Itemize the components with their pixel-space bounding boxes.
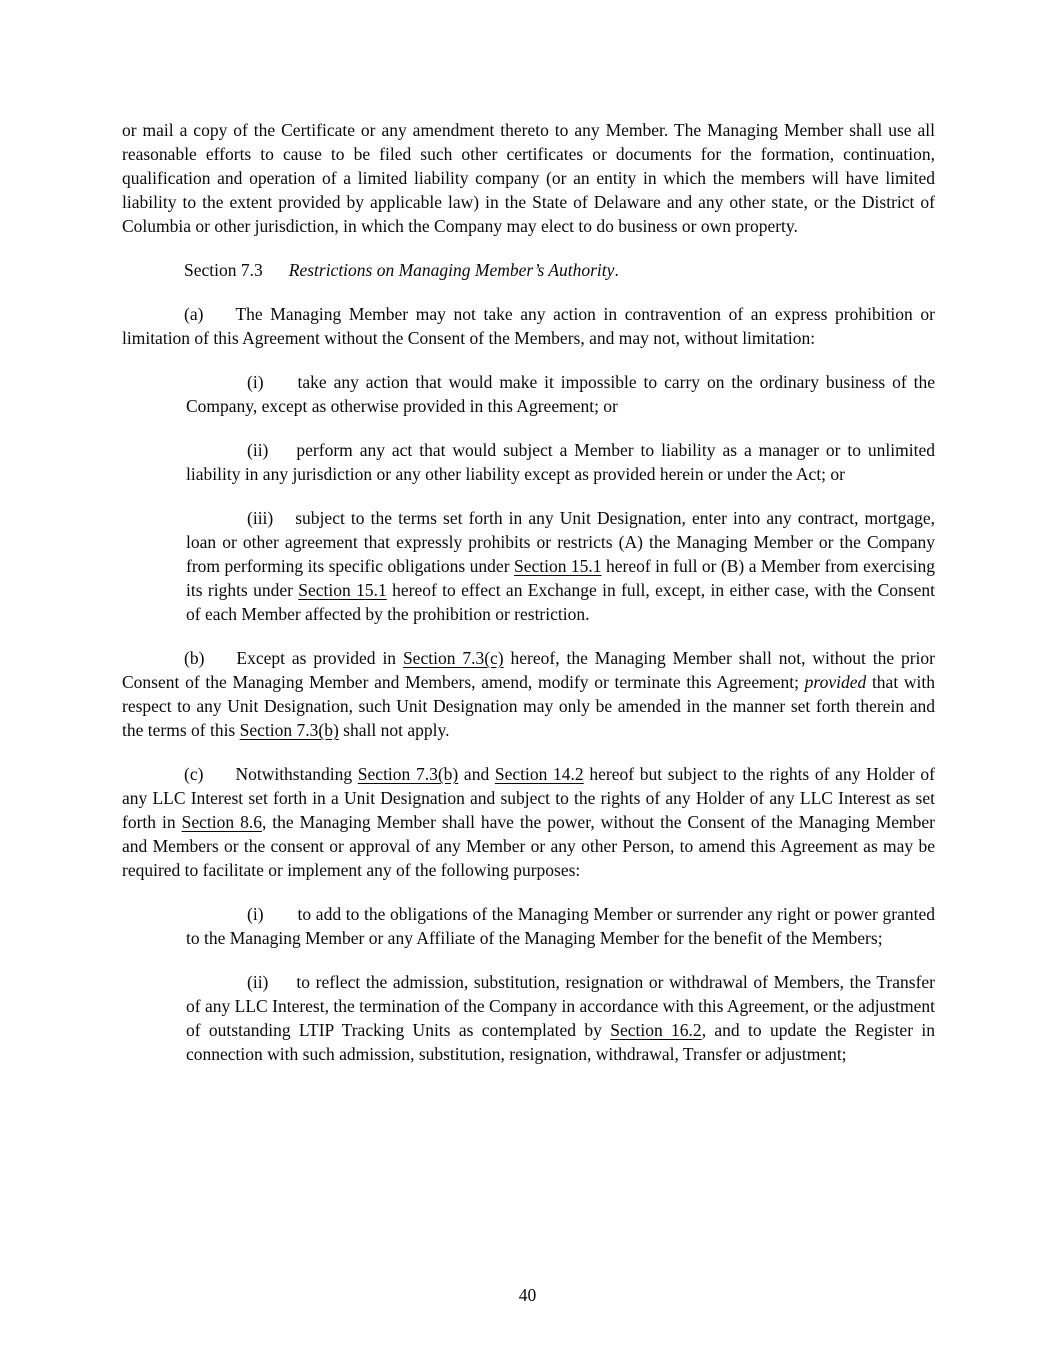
section-reference: Section 16.2 [610,1020,702,1040]
text-run: , and to update the Register in connection with such admission, substitution, resignation, withdrawal, Transfer or adjustment; [186,1020,935,1064]
page-number: 40 [518,1285,537,1305]
text-run: to reflect the admission, substitution, resignation or withdrawal of Members, the Transfer of any LLC Interest, the termination of the Company in accordance with this Agreement, or the adjustment of outstanding LTIP Tracking Units as contemplated by [186,972,935,1040]
italic-text-run: Restrictions on Managing Member’s Authority [288,260,615,280]
paragraph-a [122,302,935,350]
text-run: that with respect to any Unit Designation, such Unit Designation may only be amended in the manner set forth therein and the terms of this [122,672,936,740]
italic-text-run: provided [804,672,867,692]
text-run: perform any act that would subject a Member to liability as a manager or to unlimited liability in any jurisdiction or any other liability except as provided herein or under the Act; or [186,440,935,484]
text-run: , the Managing Member shall have the power, without the Consent of the Managing Member and Members or the consent or approval of any Member or any other Person, to amend this Agreement as may be required to facilitate or implement any of the following purposes: [122,812,935,880]
section-reference: Section 15.1 [298,580,387,600]
section-reference: Section 14.2 [494,764,584,784]
text-run: or mail a copy of the Certificate or any amendment thereto to any Member. The Managing Member shall use all reasonable efforts to cause to be filed such other certificates or documents for the formation, continuation, qualification and operation of a limited liability company (or an entity in which the members will have limited liability to the extent provided by applicable law) in the State of Delaware and any other state, or the District of Columbia or other jurisdiction, in which the Company may elect to do business or own property. [122,120,935,236]
paragraph-c [122,762,935,882]
text-run: and [458,764,495,784]
text-run: (iii) [247,508,274,528]
text-run: (ii) [247,440,269,460]
text-run: (ii) [247,972,269,992]
section-reference: Section 15.1 [513,556,602,576]
section-reference: Section 7.3(c) [402,648,504,668]
text-run: subject to the terms set forth in any Unit Designation, enter into any contract, mortgage, loan or other agreement that expressly prohibits or restricts (A) the Managing Member or the Company from performing its specific obligations under [186,508,935,576]
text-run: hereof but subject to the rights of any Holder of any LLC Interest set forth in a Unit Designation and subject to the rights of any Holder of any LLC Interest as set forth in [122,764,935,832]
text-run: Notwithstanding [235,764,358,784]
text-run: hereof, the Managing Member shall not, without the prior Consent of the Managing Member and Members, amend, modify or terminate this Agreement; [122,648,935,692]
subparagraph-a-iii [186,506,935,626]
subparagraph-c-ii [186,970,935,1066]
text-run: hereof to effect an Exchange in full, except, in either case, with the Consent of each Member affected by the prohibition or restriction. [186,580,935,624]
text-run: Section 7.3 [184,260,263,280]
subparagraph-a-ii [186,438,935,486]
text-run: shall not apply. [338,720,450,740]
section-reference: Section 7.3(b) [239,720,339,740]
document-body [122,118,935,1086]
section-reference: Section 7.3(b) [357,764,459,784]
section-reference: Section 8.6 [181,812,262,832]
text-run: Except as provided in [236,648,403,668]
subparagraph-c-i [186,902,935,950]
text-run: take any action that would make it impossible to carry on the ordinary business of the Company, except as otherwise provided in this Agreement; or [186,372,935,416]
text-run: (b) [184,648,205,668]
section-7-3-heading [122,258,935,282]
text-run: (c) [184,764,204,784]
text-run: (a) [184,304,204,324]
text-run: The Managing Member may not take any action in contravention of an express prohibition or limitation of this Agreement without the Consent of the Members, and may not, without limitation: [122,304,935,348]
continuation-paragraph [122,118,935,238]
subparagraph-a-i [186,370,935,418]
text-run: (i) [247,372,264,392]
text-run: to add to the obligations of the Managing Member or surrender any right or power granted to the Managing Member or any Affiliate of the Managing Member for the benefit of the Members; [186,904,935,948]
paragraph-b [122,646,935,742]
text-run: hereof in full or (B) a Member from exercising its rights under [186,556,935,600]
text-run: (i) [247,904,264,924]
text-run: . [614,260,619,280]
